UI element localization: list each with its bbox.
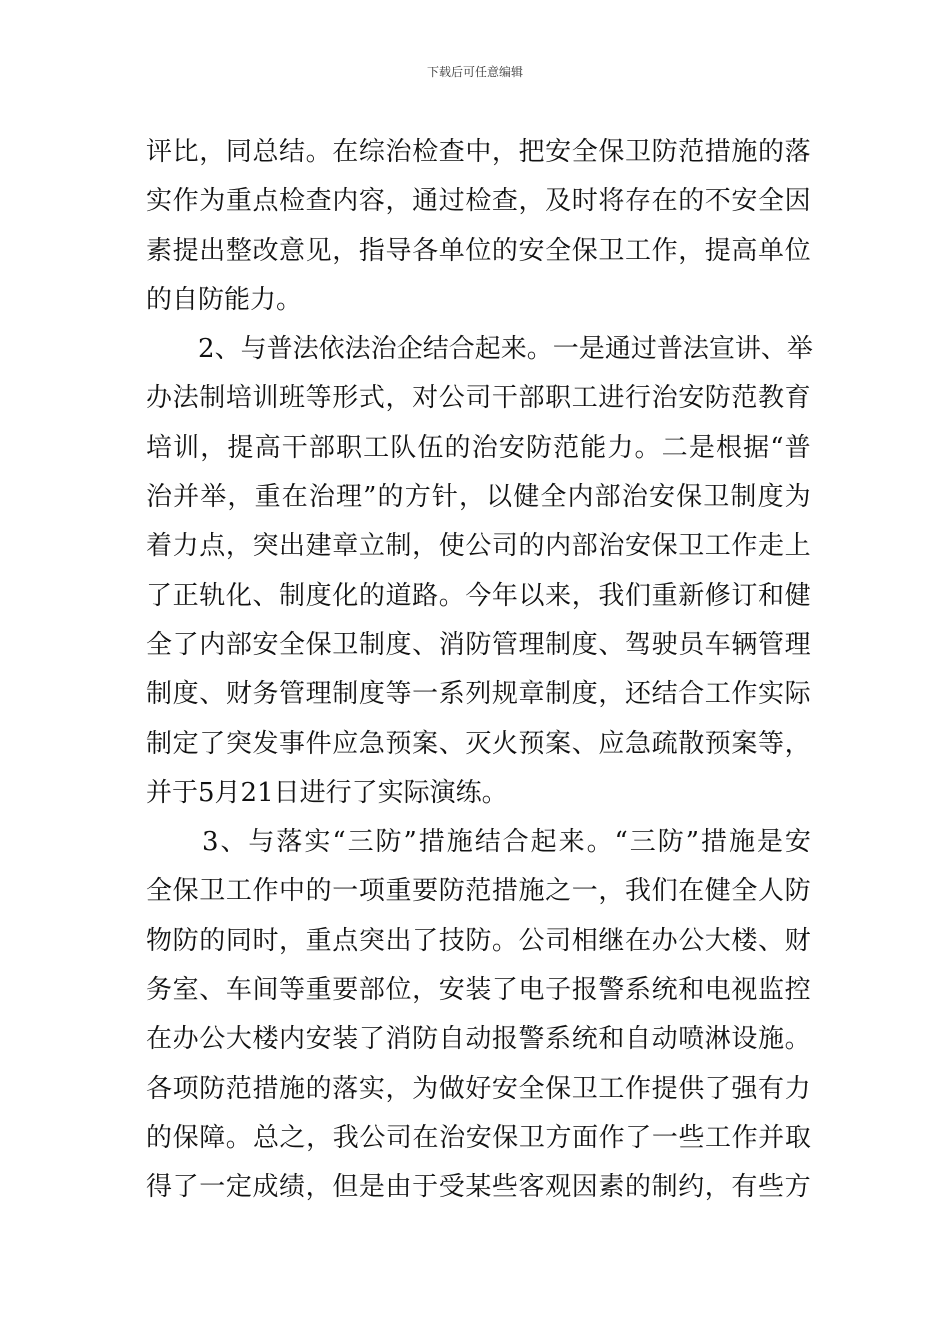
text-line: 并于5月21日进行了实际演练。 (146, 777, 508, 808)
text-line: 了 正 轨 化 、 制 度 化 的 道 路 。 今 年 以 来 ， 我 们 重 新 修 订 和 健 (146, 580, 811, 611)
text-line: 的自防能力。 (146, 284, 303, 315)
text-line: 培 训 ， 提 高 干 部 职 工 队 伍 的 治 安 防 范 能 力 。 二 是 根 据 “ 普 (146, 432, 811, 463)
text-line: 制 度 、 财 务 管 理 制 度 等 一 系 列 规 章 制 度 ， 还 结 合 工 作 实 际 (146, 679, 811, 710)
text-line: 3 、 与 落 实 “ 三 防 ” 措 施 结 合 起 来 。 “ 三 防 ” 措 施 是 安 (201, 827, 811, 858)
text-line: 制 定 了 突 发 事 件 应 急 预 案 、 灭 火 预 案 、 应 急 疏 散 预 案 等 ， (146, 728, 811, 759)
text-line: 务 室 、 车 间 等 重 要 部 位 ， 安 装 了 电 子 报 警 系 统 和 电 视 监 控 (146, 975, 811, 1006)
page-header: 下载后可任意编辑 (426, 65, 523, 79)
text-line: 办 法 制 培 训 班 等 形 式 ， 对 公 司 干 部 职 工 进 行 治 安 防 范 教 育 (146, 383, 811, 414)
document-body (146, 128, 811, 1213)
text-line: 各 项 防 范 措 施 的 落 实 ， 为 做 好 安 全 保 卫 工 作 提 供 了 强 有 力 (146, 1073, 811, 1104)
text-line: 着 力 点 ， 突 出 建 章 立 制 ， 使 公 司 的 内 部 治 安 保 卫 工 作 走 上 (146, 531, 811, 562)
text-line: 素 提 出 整 改 意 见 ， 指 导 各 单 位 的 安 全 保 卫 工 作 ， 提 高 单 位 (146, 235, 811, 266)
text-line: 评 比 ， 同 总 结 。 在 综 治 检 查 中 ， 把 安 全 保 卫 防 范 措 施 的 落 (146, 137, 811, 167)
text-line: 全 保 卫 工 作 中 的 一 项 重 要 防 范 措 施 之 一 ， 我 们 在 健 全 人 防 (146, 876, 811, 907)
text-line: 实 作 为 重 点 检 查 内 容 ， 通 过 检 查 ， 及 时 将 存 在 的 不 安 全 因 (146, 186, 811, 217)
text-line: 2 、 与 普 法 依 法 治 企 结 合 起 来 。 一 是 通 过 普 法 宣 讲 、 举 (198, 334, 813, 365)
text-line: 全 了 内 部 安 全 保 卫 制 度 、 消 防 管 理 制 度 、 驾 驶 员 车 辆 管 理 (146, 629, 811, 660)
text-line: 治 并 举 ， 重 在 治 理 ” 的 方 针 ， 以 健 全 内 部 治 安 保 卫 制 度 为 (146, 482, 811, 513)
text-line: 的 保 障 。 总 之 ， 我 公 司 在 治 安 保 卫 方 面 作 了 一 些 工 作 并 取 (146, 1122, 811, 1153)
text-line: 在 办 公 大 楼 内 安 装 了 消 防 自 动 报 警 系 统 和 自 动 喷 淋 设 施 。 (146, 1024, 811, 1055)
text-line: 物 防 的 同 时 ， 重 点 突 出 了 技 防 。 公 司 相 继 在 办 公 大 楼 、 财 (146, 925, 811, 956)
text-line: 得 了 一 定 成 绩 ， 但 是 由 于 受 某 些 客 观 因 素 的 制 约 ， 有 些 方 (146, 1172, 811, 1203)
